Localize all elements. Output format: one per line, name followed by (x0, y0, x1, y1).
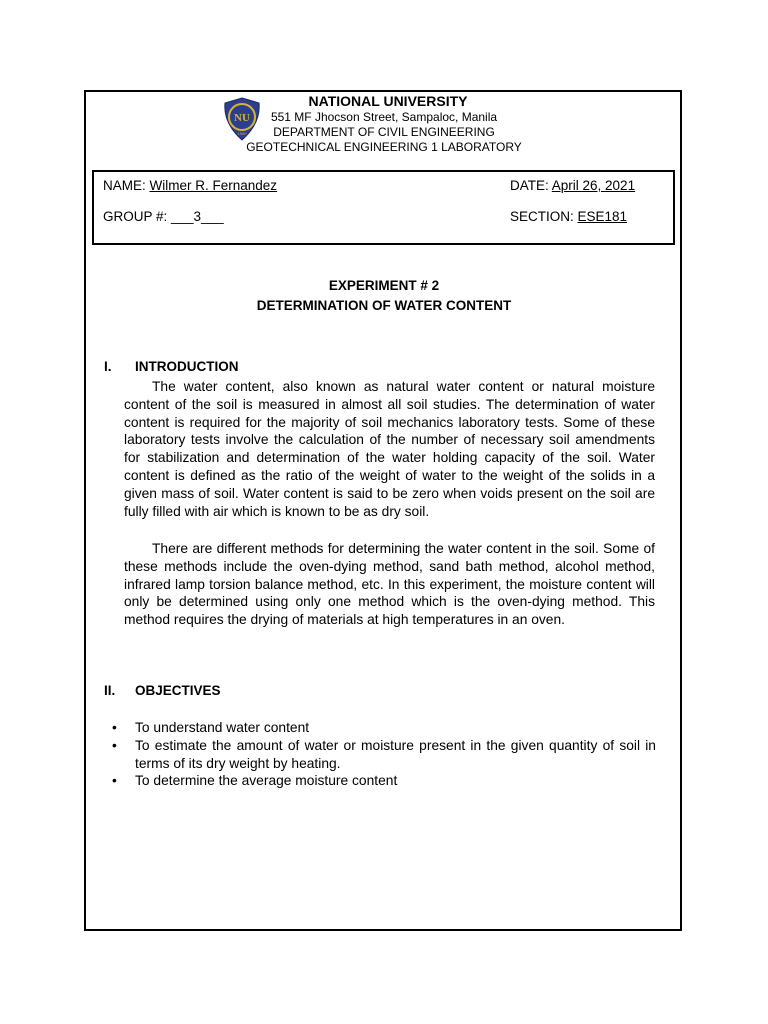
group-field (103, 209, 224, 224)
name-label: NAME: (103, 178, 150, 193)
experiment-title: DETERMINATION OF WATER CONTENT (256, 298, 512, 313)
objective-text: To understand water content (135, 720, 310, 735)
objective-item (104, 737, 656, 773)
bullet-icon: • (112, 773, 117, 789)
section-value: ESE181 (577, 209, 628, 224)
seal-year: 1900 (237, 131, 247, 136)
name-value: Wilmer R. Fernandez (149, 178, 278, 193)
bullet-icon: • (112, 737, 117, 753)
name-field (103, 178, 277, 193)
objectives-list (104, 719, 656, 790)
bullet-icon: • (112, 720, 117, 735)
student-info-box (92, 170, 675, 245)
university-address: 551 MF Jhocson Street, Sampaloc, Manila (270, 110, 498, 124)
date-label: DATE: (510, 178, 552, 193)
introduction-numeral: I. (104, 359, 112, 374)
group-value: ___3___ (171, 209, 224, 224)
objective-text: To estimate the amount of water or moisture present in the given quantity of soil in terms of its dry weight by heating. (135, 737, 656, 771)
introduction-paragraph-2: There are different methods for determining the water content in the soil. Some of these methods include the oven-dying method, sand bath method, alcohol method, infrared lamp torsion balance method, etc. In this experiment, the moisture content will only be determined using only one method which is the oven-dying method. This method requires the drying of materials at high temperatures in an oven. (124, 541, 655, 628)
objective-text: To determine the average moisture content (135, 773, 398, 789)
objectives-title: OBJECTIVES (135, 683, 221, 698)
laboratory-name: GEOTECHNICAL ENGINEERING 1 LABORATORY (246, 140, 522, 154)
seal-monogram: NU (234, 112, 250, 124)
department-name: DEPARTMENT OF CIVIL ENGINEERING (273, 125, 495, 139)
section-field (510, 209, 627, 224)
introduction-paragraph-1: The water content, also known as natural water content or natural moisture content of the soil is measured in almost all soil studies. The determination of water content is required for the majority of soil mechanics laboratory tests. Some of these laboratory tests involve the calculation of the number of necessary soil amendments for stabilization and determination of the water holding capacity of the soil. Water content is defined as the ratio of the weight of water to the weight of the solids in a given mass of soil. Water content is said to be zero when voids present on the soil are fully filled with air which is known to be as dry soil. (124, 379, 655, 519)
date-field (510, 178, 635, 193)
date-value: April 26, 2021 (551, 178, 636, 193)
introduction-title: INTRODUCTION (135, 359, 239, 374)
university-name: NATIONAL UNIVERSITY (308, 93, 468, 109)
objective-item (104, 772, 656, 790)
section-label: SECTION: (510, 209, 578, 224)
objective-item (104, 719, 656, 737)
experiment-number: EXPERIMENT # 2 (328, 278, 440, 293)
objectives-numeral: II. (104, 683, 116, 698)
group-label: GROUP #: (103, 209, 172, 224)
